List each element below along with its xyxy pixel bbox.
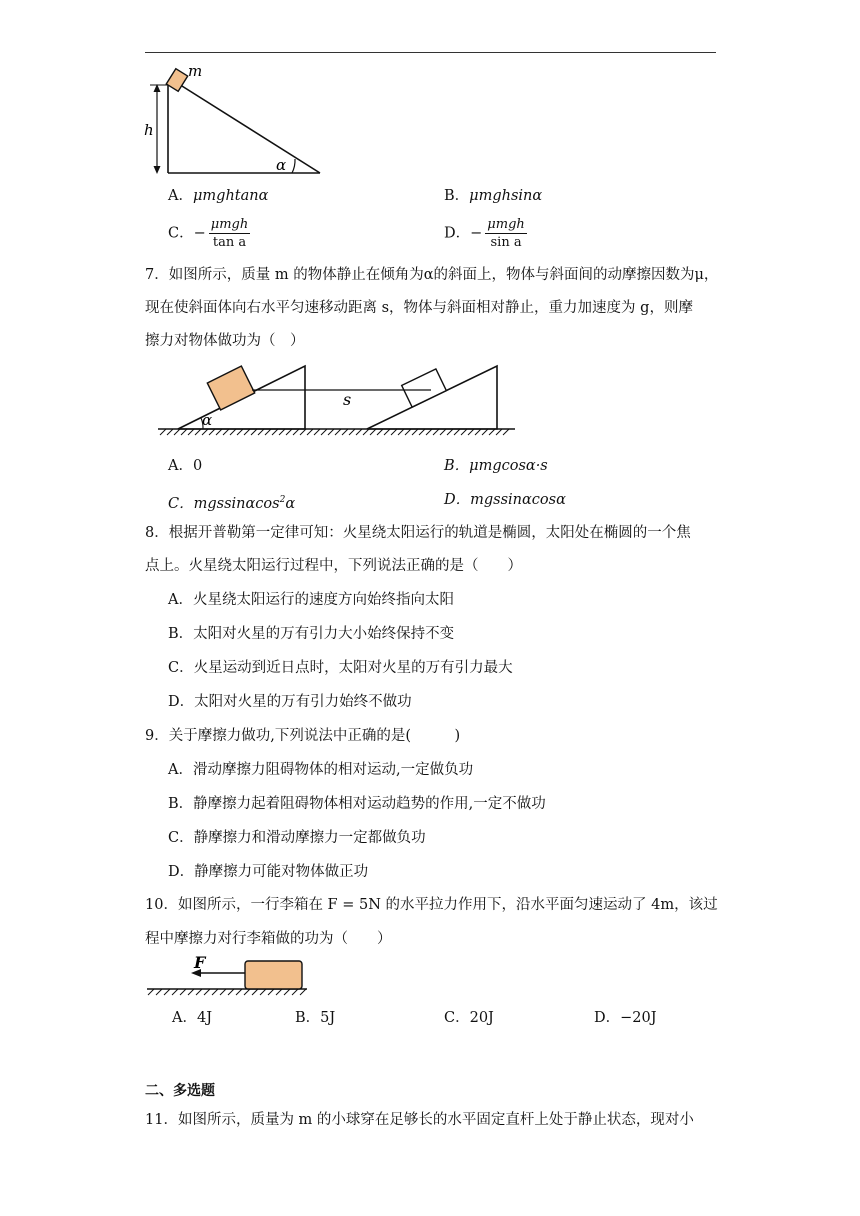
q6-label-h: h bbox=[144, 121, 154, 139]
q9-option-a: A．滑动摩擦力阻碍物体的相对运动,一定做负功 bbox=[168, 762, 474, 778]
q8-option-a: A．火星绕太阳运行的速度方向始终指向太阳 bbox=[168, 592, 454, 608]
q11-stem-line1: 11．如图所示，质量为 m 的小球穿在足够长的水平固定直杆上处于静止状态，现对小 bbox=[145, 1112, 694, 1128]
q10-stem-line1: 10．如图所示，一行李箱在 F = 5N 的水平拉力作用下，沿水平面匀速运动了 4m，该过 bbox=[145, 897, 718, 913]
q6-option-b: B．μmghsinα bbox=[444, 188, 543, 204]
q7-block-left bbox=[207, 366, 254, 410]
q9-option-b: B．静摩擦力起着阻碍物体相对运动趋势的作用,一定不做功 bbox=[168, 796, 546, 812]
q6-option-d: D．− $\frac{\text{μmgh}}{\text{sin a}}$ bbox=[444, 217, 525, 250]
q8-option-d: D．太阳对火星的万有引力始终不做功 bbox=[168, 694, 412, 710]
q10-label-f: F bbox=[194, 953, 206, 972]
q10-option-a: A．4J bbox=[172, 1010, 213, 1026]
q7-option-c: C．mgssinαcos$^2$α bbox=[168, 495, 296, 512]
q8-option-b: B．太阳对火星的万有引力大小始终保持不变 bbox=[168, 626, 455, 642]
q10-suitcase bbox=[245, 961, 302, 989]
q7-stem-line2: 现在使斜面体向右水平匀速移动距离 s，物体与斜面相对静止，重力加速度为 g，则摩 bbox=[145, 300, 693, 316]
q7-stem-line3: 擦力对物体做功为（ ） bbox=[145, 333, 305, 349]
q7-option-d: D．mgssinαcosα bbox=[444, 492, 566, 508]
q7-label-s: s bbox=[343, 390, 352, 409]
q7-option-b: B．μmgcosα·s bbox=[444, 458, 548, 474]
q7-label-alpha: α bbox=[202, 411, 213, 429]
header-rule bbox=[145, 52, 716, 53]
q7-option-a: A．0 bbox=[168, 458, 203, 474]
q7-moving-incline-figure bbox=[155, 360, 520, 440]
q10-suitcase-figure bbox=[145, 955, 315, 1000]
q7-block-right bbox=[402, 369, 447, 407]
q7-stem-line1: 7．如图所示，质量 m 的物体静止在倾角为α的斜面上，物体与斜面间的动摩擦因数为μ， bbox=[145, 267, 719, 283]
q8-stem-line1: 8．根据开普勒第一定律可知：火星绕太阳运行的轨道是椭圆，太阳处在椭圆的一个焦 bbox=[145, 525, 691, 541]
q10-option-d: D．−20J bbox=[594, 1010, 657, 1026]
q8-option-c: C．火星运动到近日点时，太阳对火星的万有引力最大 bbox=[168, 660, 513, 676]
q6-option-a: A．μmghtanα bbox=[168, 188, 269, 204]
q9-option-c: C．静摩擦力和滑动摩擦力一定都做负功 bbox=[168, 830, 426, 846]
q10-stem-line2: 程中摩擦力对行李箱做的功为（ ） bbox=[145, 931, 392, 947]
section-title-multiple-choice: 二、多选题 bbox=[145, 1083, 215, 1099]
q6-incline-figure bbox=[140, 60, 340, 180]
q8-stem-line2: 点上。火星绕太阳运行过程中，下列说法正确的是（ ） bbox=[145, 558, 522, 574]
q6-label-m: m bbox=[188, 62, 203, 80]
q6-label-alpha: α bbox=[276, 156, 287, 174]
q10-option-b: B．5J bbox=[295, 1010, 336, 1026]
q10-option-c: C．20J bbox=[444, 1010, 494, 1026]
q6-option-c: C．− $\frac{\text{μmgh}}{\text{tan a}}$ bbox=[168, 217, 249, 250]
q9-stem-line1: 9．关于摩擦力做功,下列说法中正确的是( ) bbox=[145, 728, 461, 744]
q9-option-d: D．静摩擦力可能对物体做正功 bbox=[168, 864, 369, 880]
